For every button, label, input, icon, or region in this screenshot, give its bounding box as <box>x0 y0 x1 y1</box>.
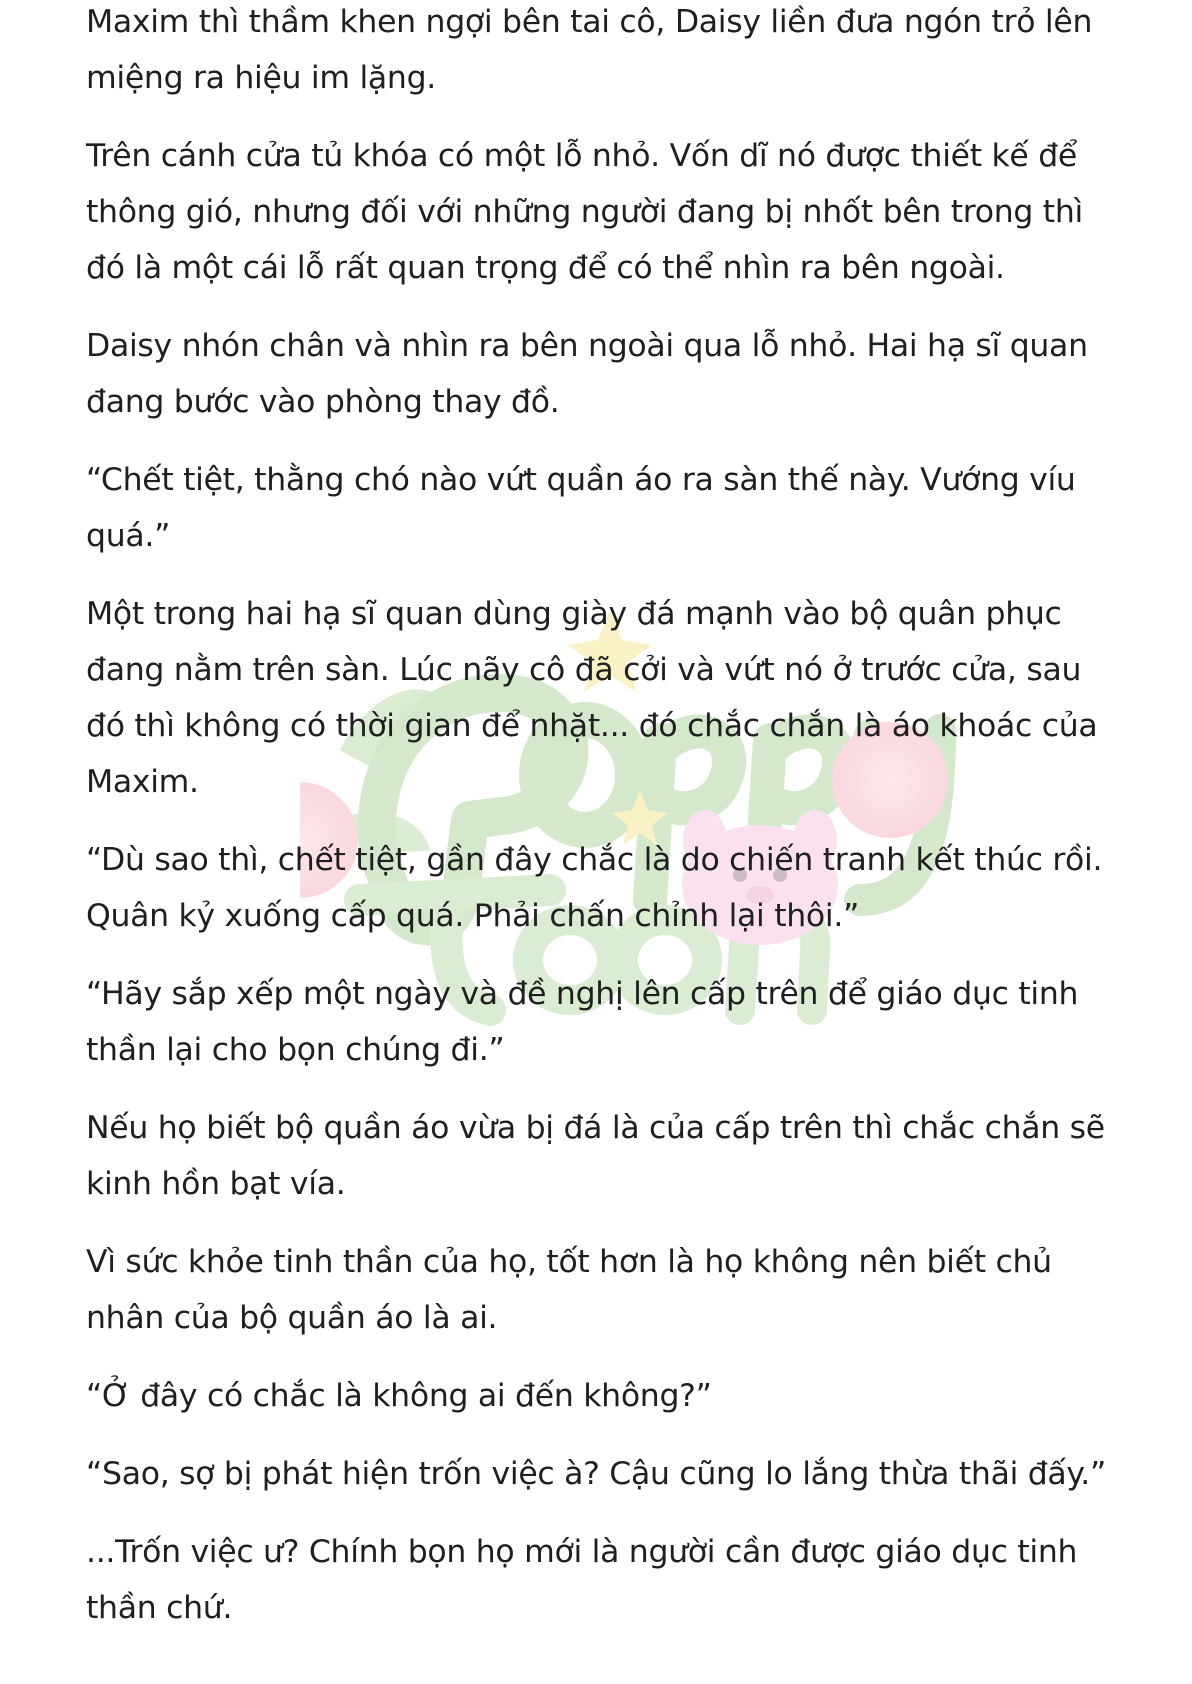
paragraph: “Hãy sắp xếp một ngày và đề nghị lên cấp trên để giáo dục tinh thần lại cho bọn chúng đi.” <box>86 976 1079 1068</box>
paragraph: “Ở đây có chắc là không ai đến không?” <box>86 1378 712 1414</box>
paragraph: Maxim thì thầm khen ngợi bên tai cô, Daisy liền đưa ngón trỏ lên miệng ra hiệu im lặng. <box>86 4 1093 96</box>
article-body <box>86 0 1116 1658</box>
paragraph: “Dù sao thì, chết tiệt, gần đây chắc là do chiến tranh kết thúc rồi. Quân kỷ xuống cấp quá. Phải chấn chỉnh lại thôi.” <box>86 842 1103 934</box>
paragraph: ...Trốn việc ư? Chính bọn họ mới là người cần được giáo dục tinh thần chứ. <box>86 1534 1078 1626</box>
paragraph: “Sao, sợ bị phát hiện trốn việc à? Cậu cũng lo lắng thừa thãi đấy.” <box>86 1456 1107 1492</box>
paragraph: Vì sức khỏe tinh thần của họ, tốt hơn là họ không nên biết chủ nhân của bộ quần áo là ai. <box>86 1244 1052 1336</box>
paragraph: “Chết tiệt, thằng chó nào vứt quần áo ra sàn thế này. Vướng víu quá.” <box>86 462 1076 554</box>
paragraph: Daisy nhón chân và nhìn ra bên ngoài qua lỗ nhỏ. Hai hạ sĩ quan đang bước vào phòng thay đồ. <box>86 328 1088 420</box>
paragraph: Trên cánh cửa tủ khóa có một lỗ nhỏ. Vốn dĩ nó được thiết kế để thông gió, nhưng đối với những người đang bị nhốt bên trong thì đó là một cái lỗ rất quan trọng để có thể nhìn ra bên ngoài. <box>86 138 1083 286</box>
paragraph: Nếu họ biết bộ quần áo vừa bị đá là của cấp trên thì chắc chắn sẽ kinh hồn bạt vía. <box>86 1110 1105 1202</box>
paragraph: Một trong hai hạ sĩ quan dùng giày đá mạnh vào bộ quân phục đang nằm trên sàn. Lúc nãy cô đã cởi và vứt nó ở trước cửa, sau đó thì không có thời gian để nhặt... đó chắc chắn là áo khoác của Maxim. <box>86 596 1098 800</box>
